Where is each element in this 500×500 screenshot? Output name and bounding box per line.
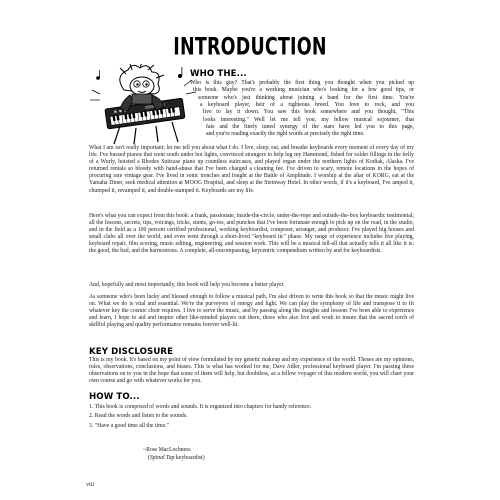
keyboardist-cartoon-illustration (86, 64, 198, 146)
key-disclosure-heading: KEY DISCLOSURE (89, 347, 174, 357)
list-item: 1. This book is composed of words and sounds. It is organized into chapters for handy reference. (89, 404, 312, 410)
body-paragraph: Here's what you can expect from this book: a frank, passionate, inside-the-circle, under-the-rope and outside-the-box keyboardic testimonial; all the lessons, secrets, tips, voicings, tricks, stunts, go-tos, and punches that I've been fortunate enough to pick up on the road, in the studio, and in the field as a 100 percent certified professional, working keyboardist, composer, arranger, and producer. I've played big houses and small clubs all over the world, and even went through a short-lived "keyboard tic" phase. My range of experience includes live playing, keyboard repair, film scoring, music editing, engineering, and session work. This will be a musical tell-all that actually tells it all like it is: the good, the bad, and the harmonious. A complete, all-encompassing, keycentric compendium written by and for keyboardists. (89, 213, 414, 255)
body-paragraph: And, hopefully and most importantly, this book will help you become a better player. (89, 282, 285, 288)
how-to-list (89, 404, 414, 432)
who-line: live to lay it down. You saw this book somewhere and you thought, "This (203, 109, 414, 116)
quote-attribution-name: ~Ross MacLochness (143, 447, 191, 453)
who-line: Who is this guy? That's probably the first thing you thought when you picked up (190, 80, 414, 86)
list-item: 2. Read the words and listen to the sounds. (89, 413, 188, 420)
who-line: a keyboard player, heir of a righteous breed. You love to rock, and you (200, 101, 414, 108)
page-title: INTRODUCTION (173, 34, 327, 61)
quote-attribution-source (148, 455, 205, 462)
key-disclosure-text: This is my book. It's based on my point of view formulated by my genetic makeup and my experience of the world. Theses are my opinions, rules, observations, conclusions, and biases. This is what has worked for me, Dave Adler, professional keyboard player. I'm passing these observations on to you in the hope that some of them will help, but doubtless, as a fellow voyager of this modern world, you will chart your own course and go with whatever works for you. (89, 357, 414, 385)
who-heading: WHO THE... (190, 69, 247, 79)
source-suffix: keyboardist) (174, 455, 205, 461)
page-number: viii (86, 482, 95, 488)
who-line: fate and the finely tuned synergy of the stars have led you to this page, (206, 123, 414, 130)
list-item: 3. "Have a good time all the time." (89, 422, 169, 429)
body-paragraph: As someone who's been lucky and blessed enough to follow a musical path, I'm also driven to write this book so that the music might live on. What we do is vital and essential. We're the purveyors of energy and light. We can play the symphony of life and transpose it to fit whatever key the cosmic choir requires. I live to serve the music, and by passing along the insights and lessons I've been able to experience and learn, I hope to aid and inspire other like-minded players out there, those who also live and work to insure that the sacred torch of skillful playing and quality performance remains forever well-lit. (89, 294, 414, 329)
who-line: looks interesting." Well let me tell you, my fellow musical sojourner, that (203, 116, 414, 123)
who-line: this book. Maybe you're a working musician who's looking for a few good tips, or (193, 87, 414, 94)
who-line: someone who's just thinking about joining a band for the first time. You're (198, 94, 414, 101)
how-to-heading: HOW TO... (89, 392, 140, 402)
body-paragraph: What I am isn't really important; let me tell you about what I do. I live, sleep, eat, and breathe keyboards every moment of every day of my life. I've bussed pianos that went south under hot lights, convinced strangers to help lug my Hammond, fished for solder fillings in the belly of a Wurly, hoisted a Rhodes Suitcase piano up countless staircases, and played organ under the northern lights of Kodiak, Alaska. I've returned rentals so bloody with hand-abuse that I've been charged a cleaning fee. I've driven to scary, remote locations in the hopes of procuring rare vintage gear. I've lived in sonic trenches and fought at the Battle of Amplitude. I worship at the altar of KORG, eat at the Yamaha Diner, seek medical attention at MOOG Hospital, and sleep at the Steinway Hotel. In other words, if it's a keyboard, I've amped it, chumped it, revamped it, and double-stamped it. Keyboards are my life. (89, 145, 414, 194)
source-prefix: ( (148, 455, 150, 461)
source-title: Spinal Tap (149, 455, 175, 461)
who-line: and you're reading exactly the right words at precisely the right time. (206, 131, 365, 138)
